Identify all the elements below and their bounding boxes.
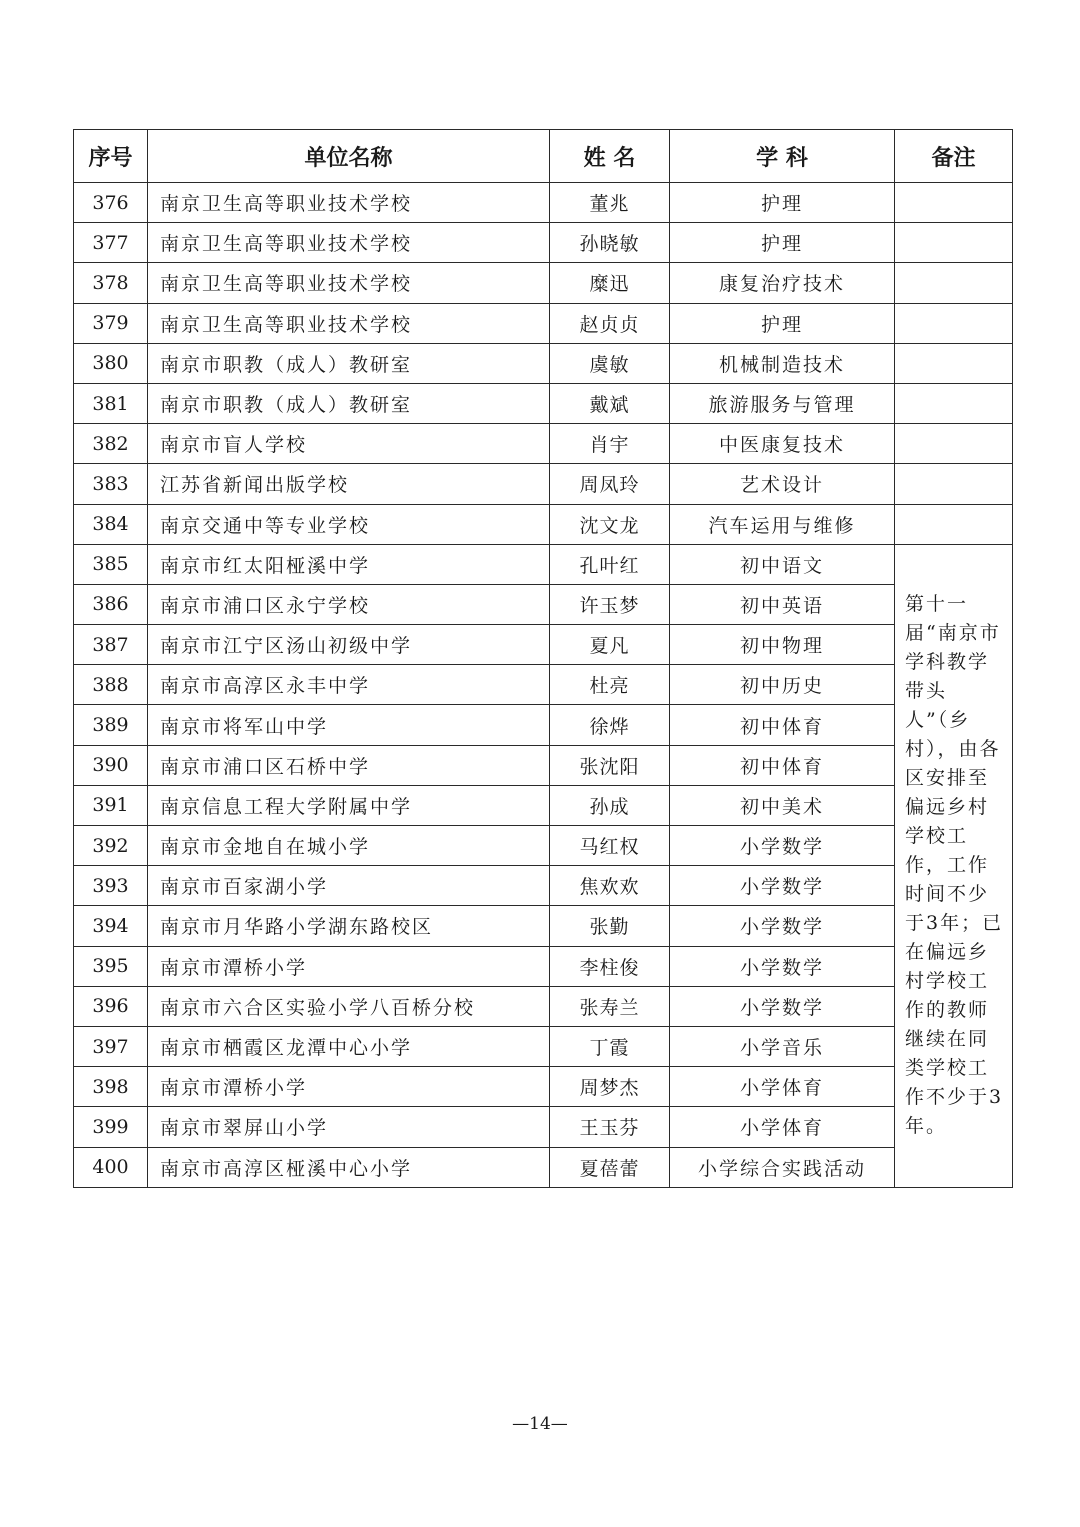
cell-person-name: 张寿兰 (550, 986, 670, 1026)
table-row (74, 1147, 1013, 1187)
cell-subject: 小学体育 (670, 1067, 895, 1107)
cell-person-name: 夏蓓蕾 (550, 1147, 670, 1187)
cell-subject: 护理 (670, 303, 895, 343)
cell-remark-empty (895, 263, 1013, 303)
cell-unit-name: 南京市职教（成人）教研室 (148, 383, 550, 423)
cell-subject: 初中语文 (670, 544, 895, 584)
cell-person-name: 周凤玲 (550, 464, 670, 504)
cell-serial-number: 391 (74, 785, 148, 825)
cell-unit-name: 南京市六合区实验小学八百桥分校 (148, 986, 550, 1026)
cell-subject: 小学数学 (670, 866, 895, 906)
header-person-name: 姓 名 (550, 130, 670, 183)
cell-serial-number: 397 (74, 1026, 148, 1066)
cell-unit-name: 南京市浦口区石桥中学 (148, 745, 550, 785)
cell-unit-name: 南京市盲人学校 (148, 424, 550, 464)
cell-person-name: 董兆 (550, 183, 670, 223)
table-row (74, 665, 1013, 705)
cell-person-name: 马红权 (550, 826, 670, 866)
cell-subject: 康复治疗技术 (670, 263, 895, 303)
cell-unit-name: 南京市翠屏山小学 (148, 1107, 550, 1147)
cell-subject: 小学音乐 (670, 1026, 895, 1066)
cell-unit-name: 南京市浦口区永宁学校 (148, 584, 550, 624)
cell-serial-number: 395 (74, 946, 148, 986)
table-row (74, 785, 1013, 825)
table-row (74, 464, 1013, 504)
table-row (74, 383, 1013, 423)
cell-unit-name: 江苏省新闻出版学校 (148, 464, 550, 504)
cell-person-name: 虞敏 (550, 343, 670, 383)
cell-unit-name: 南京市职教（成人）教研室 (148, 343, 550, 383)
cell-person-name: 戴斌 (550, 383, 670, 423)
cell-subject: 初中历史 (670, 665, 895, 705)
table-row (74, 424, 1013, 464)
cell-subject: 初中体育 (670, 745, 895, 785)
cell-unit-name: 南京市江宁区汤山初级中学 (148, 625, 550, 665)
cell-subject: 小学体育 (670, 1107, 895, 1147)
table-row (74, 303, 1013, 343)
cell-person-name: 肖宇 (550, 424, 670, 464)
table-row (74, 544, 1013, 584)
cell-person-name: 孔叶红 (550, 544, 670, 584)
table-body (74, 183, 1013, 1188)
cell-person-name: 赵贞贞 (550, 303, 670, 343)
cell-serial-number: 386 (74, 584, 148, 624)
cell-serial-number: 377 (74, 223, 148, 263)
cell-subject: 中医康复技术 (670, 424, 895, 464)
cell-person-name: 糜迅 (550, 263, 670, 303)
cell-subject: 小学数学 (670, 826, 895, 866)
table-row (74, 1067, 1013, 1107)
table-row (74, 625, 1013, 665)
table-row (74, 263, 1013, 303)
cell-person-name: 王玉芬 (550, 1107, 670, 1147)
cell-person-name: 徐烨 (550, 705, 670, 745)
cell-serial-number: 378 (74, 263, 148, 303)
table-row (74, 584, 1013, 624)
cell-unit-name: 南京市栖霞区龙潭中心小学 (148, 1026, 550, 1066)
table-header-row (74, 130, 1013, 183)
cell-unit-name: 南京市将军山中学 (148, 705, 550, 745)
cell-subject: 初中物理 (670, 625, 895, 665)
table-row (74, 745, 1013, 785)
cell-serial-number: 382 (74, 424, 148, 464)
table-row (74, 946, 1013, 986)
cell-person-name: 夏凡 (550, 625, 670, 665)
cell-remark-merged: 第十一届“南京市学科教学带头人”（乡村），由各区安排至偏远乡村学校工作，工作时间不少于3年；已在偏远乡村学校工作的教师继续在同类学校工作不少于3年。 (895, 544, 1013, 1187)
table-row (74, 866, 1013, 906)
cell-unit-name: 南京信息工程大学附属中学 (148, 785, 550, 825)
cell-person-name: 李柱俊 (550, 946, 670, 986)
cell-subject: 小学数学 (670, 946, 895, 986)
cell-person-name: 焦欢欢 (550, 866, 670, 906)
cell-serial-number: 389 (74, 705, 148, 745)
cell-unit-name: 南京市潭桥小学 (148, 1067, 550, 1107)
cell-remark-empty (895, 464, 1013, 504)
table-row (74, 183, 1013, 223)
cell-subject: 小学综合实践活动 (670, 1147, 895, 1187)
cell-person-name: 丁霞 (550, 1026, 670, 1066)
cell-subject: 小学数学 (670, 986, 895, 1026)
cell-person-name: 张勤 (550, 906, 670, 946)
cell-remark-empty (895, 424, 1013, 464)
cell-subject: 旅游服务与管理 (670, 383, 895, 423)
table-row (74, 826, 1013, 866)
cell-remark-empty (895, 303, 1013, 343)
cell-serial-number: 394 (74, 906, 148, 946)
table-row (74, 504, 1013, 544)
table-row (74, 1026, 1013, 1066)
cell-unit-name: 南京卫生高等职业技术学校 (148, 263, 550, 303)
cell-unit-name: 南京卫生高等职业技术学校 (148, 183, 550, 223)
cell-subject: 初中体育 (670, 705, 895, 745)
cell-serial-number: 390 (74, 745, 148, 785)
cell-unit-name: 南京市高淳区桠溪中心小学 (148, 1147, 550, 1187)
cell-subject: 护理 (670, 223, 895, 263)
cell-serial-number: 396 (74, 986, 148, 1026)
cell-subject: 艺术设计 (670, 464, 895, 504)
table-row (74, 986, 1013, 1026)
cell-serial-number: 393 (74, 866, 148, 906)
cell-unit-name: 南京市潭桥小学 (148, 946, 550, 986)
cell-serial-number: 400 (74, 1147, 148, 1187)
cell-remark-empty (895, 223, 1013, 263)
cell-serial-number: 384 (74, 504, 148, 544)
table-row (74, 343, 1013, 383)
cell-serial-number: 392 (74, 826, 148, 866)
cell-serial-number: 385 (74, 544, 148, 584)
cell-unit-name: 南京市高淳区永丰中学 (148, 665, 550, 705)
cell-unit-name: 南京市红太阳桠溪中学 (148, 544, 550, 584)
cell-person-name: 张沈阳 (550, 745, 670, 785)
cell-serial-number: 387 (74, 625, 148, 665)
table-row (74, 705, 1013, 745)
table-row (74, 906, 1013, 946)
cell-remark-empty (895, 183, 1013, 223)
cell-person-name: 许玉梦 (550, 584, 670, 624)
cell-person-name: 孙晓敏 (550, 223, 670, 263)
cell-serial-number: 399 (74, 1107, 148, 1147)
page-number: —14— (512, 1414, 568, 1434)
cell-person-name: 杜亮 (550, 665, 670, 705)
cell-serial-number: 381 (74, 383, 148, 423)
cell-subject: 初中美术 (670, 785, 895, 825)
table-row (74, 223, 1013, 263)
cell-subject: 小学数学 (670, 906, 895, 946)
cell-subject: 汽车运用与维修 (670, 504, 895, 544)
cell-remark-empty (895, 343, 1013, 383)
cell-subject: 机械制造技术 (670, 343, 895, 383)
cell-person-name: 孙成 (550, 785, 670, 825)
cell-serial-number: 383 (74, 464, 148, 504)
cell-unit-name: 南京卫生高等职业技术学校 (148, 303, 550, 343)
cell-person-name: 沈文龙 (550, 504, 670, 544)
cell-unit-name: 南京交通中等专业学校 (148, 504, 550, 544)
cell-unit-name: 南京市月华路小学湖东路校区 (148, 906, 550, 946)
cell-remark-empty (895, 383, 1013, 423)
personnel-table (73, 129, 1013, 1188)
header-subject: 学 科 (670, 130, 895, 183)
cell-serial-number: 380 (74, 343, 148, 383)
table-row (74, 1107, 1013, 1147)
cell-unit-name: 南京卫生高等职业技术学校 (148, 223, 550, 263)
cell-serial-number: 388 (74, 665, 148, 705)
cell-serial-number: 398 (74, 1067, 148, 1107)
cell-serial-number: 379 (74, 303, 148, 343)
cell-unit-name: 南京市百家湖小学 (148, 866, 550, 906)
cell-remark-empty (895, 504, 1013, 544)
header-serial-number: 序号 (74, 130, 148, 183)
cell-person-name: 周梦杰 (550, 1067, 670, 1107)
cell-serial-number: 376 (74, 183, 148, 223)
cell-unit-name: 南京市金地自在城小学 (148, 826, 550, 866)
cell-subject: 护理 (670, 183, 895, 223)
header-unit-name: 单位名称 (148, 130, 550, 183)
header-remark: 备注 (895, 130, 1013, 183)
cell-subject: 初中英语 (670, 584, 895, 624)
